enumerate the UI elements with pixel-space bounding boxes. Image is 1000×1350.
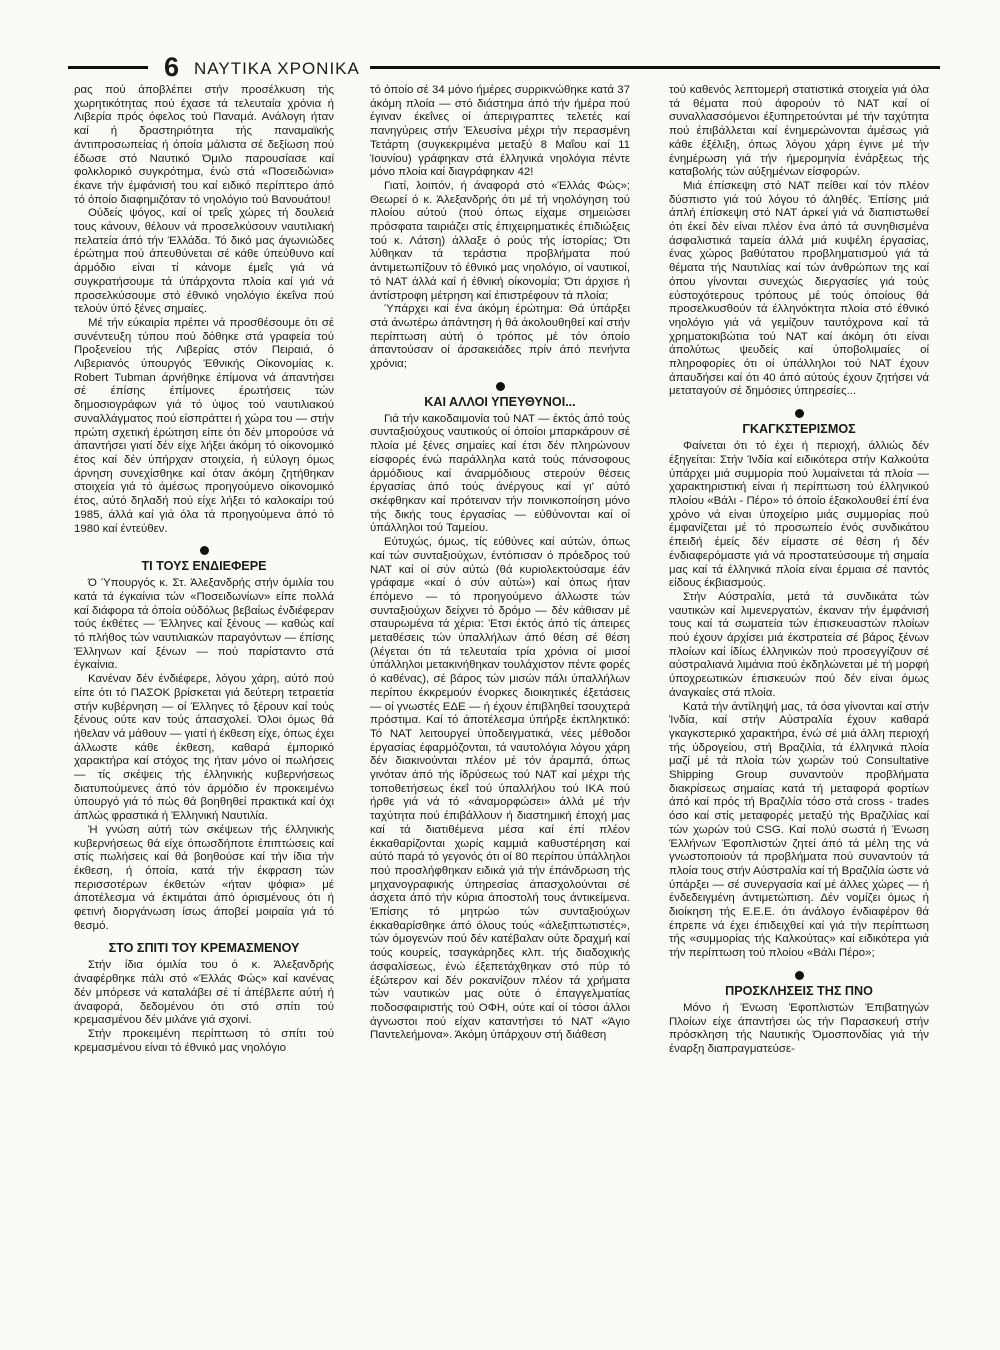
section-bullet [496,382,505,391]
paragraph: Στήν ίδια όμιλία του ό κ. Άλεξανδρής άναφέρθηκε πάλι στό «Έλλάς Φώς» καί κανένας δέν μπόρεσε νά καταλάβει σέ τί άπέβλεπε αύτή ή άναφορά, δεδομένου ότι στό σπίτι τού κρεμασμένου δέν μιλάνε γιά σχοινί. [74,959,334,1027]
paragraph: Ό Ύπουργός κ. Στ. Άλεξανδρής στήν όμιλία του κατά τά έγκαίνια τών «Ποσειδωνίων» είπε πολλά καί διάφορα τά όποία ούδόλως βεβαίως ένδιέφεραν τούς έκθέτες — Έλληνες καί ξένους — καθώς καί τό πλήθος τών ναυτιλιακών παραγόντων — έπίσης Έλληνων καί ξένων — πού παρίσταντο στά έγκαίνια. [74,577,334,672]
column-3 [669,84,929,1057]
paragraph: ρας πού άποβλέπει στήν προσέλκυση τής χωρητικότητας πού έχασε τά τελευταία χρόνια ή Λιβερία πρός όφελος τού Παναμά. Ανάλογη ήταν καί ή δραστηριότητα τής παναμαϊκής άντιπροσωπείας ή όποία μάλιστα σέ δεξίωση πού έδωσε στό Ναυτικό Όμιλο παρουσίασε καί φολκλορικό συγκρότημα, ένώ στά «Ποσειδώνια» έκανε τήν έμφάνισή του καί ειδικό περίπτερο άπό τό όποίο διαφημιζόταν τό νηολόγιο τού Βανουάτου! [74,84,334,206]
section-bullet [795,971,804,980]
paragraph: Μόνο ή Ένωση Έφοπλιστών Έπιβατηγών Πλοίων είχε άπαντήσει ώς τήν Παρασκευή στήν πρόσκληση τής Ναυτικής Όμοσπονδίας γιά τήν έναρξη διαπραγματεύσε- [669,1001,929,1055]
paragraph: Μέ τήν εύκαιρία πρέπει νά προσθέσουμε ότι σέ συνέντευξη τύπου πού δόθηκε στά γραφεία τού Προξενείου τής Λιβερίας στόν Πειραιά, ό Λιβεριανός ύπουργός Έθνικής Οίκονομίας κ. Robert Tubman άρνήθηκε έπίμονα νά άπαντήσει σέ έπίσης έπίμονες έρωτήσεις τών δημοσιογράφων γιά τό ύψος τού ναυτιλιακού συναλλάγματος πού είσπράττει ή χώρα του — στήν πρώτη σχετική έρώτηση είπε ότι δέν μπορούσε νά άπαντήσει γιατί δέν είχε λήξει άκόμη τό οίκονομικό έτος καί δέν ύπήρχαν στοιχεία, ή εύλογη όμως άρνηση συνεχίσθηκε καί όταν άκόμη ζητήθηκαν στοιχεία γιά τό άμέσως προηγούμενο οίκονομικό έτος, αύτό δηλαδή πού είχε λήξει τό καλοκαίρι τού 1985, άλλά καί γιά όλα τά προηγούμενα άπό τό 1980 καί έντεύθεν. [74,316,334,535]
section-heading: ΠΡΟΣΚΛΗΣΕΙΣ ΤΗΣ ΠΝΟ [725,983,873,998]
paragraph: Φαίνεται ότι τό έχει ή περιοχή, άλλιώς δέν έξηγείται: Στήν Ίνδία καί ειδικότερα στήν Καλκούτα ύπάρχει μιά συμμορία πού λυμαίνεται τά πλοία — χαρακτηριστική είναι ή περίπτωση τού έλληνικού πλοίου «Βάλι - Πέρο» τό όποίο έξακολουθεί έπί ένα χρόνο νά είναι ύποχείριο μιάς συμμορίας πού έμφανίζεται μέ τό προσωπείο ένός συνδικάτου έπειδή έμείς δέν είμαστε σέ θέση ή δέν ένδιαφερόμαστε γιά νά προστατεύσουμε τή σημαία μας καί τά έλληνικά πλοία είναι έρμαια σέ παντός είδους έκβιασμούς. [669,440,929,590]
paragraph: τό όποίο σέ 34 μόνο ήμέρες συρρικνώθηκε κατά 37 άκόμη πλοία — στό διάστημα άπό τήν ήμέρα πού έγιναν έκεΐνες οί άπεριγραπτες τελετές καί πανηγύρεις στήν Έλευσίνα μέχρι τήν περασμένη Τετάρτη (συγκεκριμένα μεταξύ 8 Μαΐου καί 11 Ίουνίου) γράφηκαν στά έλληνικά νηολόγια πέντε μόνο πλοία καί διαγράφηκαν 42! [370,84,630,179]
section-heading: ΚΑΙ ΑΛΛΟΙ ΥΠΕΥΘΥΝΟΙ... [424,394,576,409]
publication-title: ΝΑΥΤΙΚΑ ΧΡΟΝΙΚΑ [194,59,360,78]
paragraph: Ή γνώση αύτή τών σκέψεων τής έλληνικής κυβερνήσεως θά είχε όπωσδήποτε έπιπτώσεις καί στίς πωλήσεις καί θά βοηθούσε καί τήν ίδια τήν έκθεση, ή όποία, κατά τήν έκφραση τών περισσοτέρων έκθετών «ήταν ψόφια» μέ άποτέλεσμα νά έκτιμάται άπό όρισμένους ότι ή φετινή διοργάνωση ίσως άποβεί μοιραία γιά τό θεσμό. [74,823,334,932]
paragraph: Στήν προκειμένη περίπτωση τό σπίτι τού κρεμασμένου είναι τό έθνικό μας νηολόγιο [74,1028,334,1054]
paragraph: Ύπάρχει καί ένα άκόμη έρώτημα: Θά ύπάρξει στά άνωτέρω άπάντηση ή θά άκολουθηθεί καί στήν περίπτωση αύτή ό τρόπος μέ τόν όποίο άπαντούσαν οί άρσακειάδες πρίν άπό πενήντα χρόνια; [370,303,630,371]
section-bullet [200,546,209,555]
column-2 [370,84,630,1043]
section-heading: ΤΙ ΤΟΥΣ ΕΝΔΙΕΦΕΡΕ [141,559,267,574]
paragraph: Εύτυχώς, όμως, τίς εύθύνες καί αύτών, όπως καί τών συνταξιούχων, έντόπισαν ό πρόεδρος τού ΝΑΤ καί οί σύν αύτώ (θά κυριολεκτούσαμε έάν γράφαμε «καί ό σύν αύτώ») καί όπως ήταν έπόμενο — τό προηγούμενο άλλωστε τών συνταξιούχων δείχνει τό δρόμο — δέν κάθισαν μέ σταυρωμένα τά χέρια: Έτσι έκτός άπό τίς άπειρες μεταθέσεις τών ύπαλλήλων άπό θέση σέ θέση (λέγεται ότι τά τελευταία τρία χρόνια οί μισοί ύπάλληλοι μετακινήθηκαν τουλάχιστον πέντε φορές ό καθένας), σέ βάρος τών μισών πάλι ύπαλλήλων περίπου έκκρεμούν ένορκες διοικητικές έξετάσεις — οί γνωστές ΕΔΕ — ή έχουν έπιβληθεί τσουχτερά πρόστιμα. Καί τό άποτέλεσμα ύπήρξε έκπληκτικό: Τό ΝΑΤ λειτουργεί ύποδειγματικά, νέες μέθοδοι έργασίας έφαρμόζονται, τά ναυτολόγια λόγου χάρη δέν διακινούνται πλέον μέ τόν άραμπά, όπως γινόταν άπό τής ίδρύσεως τού ΝΑΤ καί μέχρι τής τοποθετήσεως έκεΐ τού ύπαλλήλου τού ΙΚΑ πού ήρθε γιά νά τό «άναμορφώσει» άλλά μέ τήν ταχύτητα πού έπιβάλλουν ή διαστημική έποχή μας καί τά διατιθέμενα μέσα καί έπί πλέον έκκαθαρίζονται χωρίς καμμιά καθυστέρηση καί αύτό παρά τό γεγονός ότι οί 80 περίπου ύπάλληλοι πού προσλήφθηκαν ειδικά γιά τήν έπάνδρωση τής μηχανογραφικής ύπηρεσίας άπασχολούνται σέ άσχετα άπό τήν κύρια άποστολή τους άντικείμενα. Έπίσης τό μητρώο τών συνταξιούχων έκκαθαρίσθηκε άπό όλους τούς «άλεξιπτωτιστές», τών όμογενών πού δέν κατέβαλαν ούτε δραχμή καί τούς κουρείς, τσαγκάρηδες κλπ. τής διαδοχικής άσφαλίσεως, ένώ έξεπετάχθηκαν στό πύρ τό έξώτερον καί δέν ροκανίζουν πλέον τά χρήματα τών ναυτικών μας ούτε ό έπαγγελματίας ποδοσφαιριστής τού ΟΦΗ, ούτε καί οί τόσοι άλλοι άγνωστοι πού είχαν καταντήσει τό ΝΑΤ «Άγιο Παντελεήμονα». Άκόμη ύπάρχουν στή διάθεση [370,536,630,1042]
header-rule-left [68,66,148,69]
paragraph: Στήν Αύστραλία, μετά τά συνδικάτα τών ναυτικών καί λιμενεργατών, έκαναν τήν έμφάνισή τους καί τά σωματεία τών έπισκευαστών πλοίων πού έχουν άρχίσει μιά έκστρατεία σέ βάρος ξένων πλοίων καί ίδίως έλληνικών πού προσεγγίζουν σέ αύστραλιανά λιμάνια πού έκδηλώνεται μέ τή μορφή ύποχρεωτικών έπισκευών πού δέν είναι όμως άναγκαίες στά πλοία. [669,590,929,699]
column-1 [74,84,334,1055]
paragraph: τού καθενός λεπτομερή στατιστικά στοιχεία γιά όλα τά θέματα πού άφορούν τό ΝΑΤ καί οί συναλλασσόμενοι έξυπηρετούνται μέ τήν ταχύτητα πού έπιβάλλεται καί ένημερώνονται άμέσως γιά κάθε έξέλιξη, όπως λόγου χάρη έγινε μέ τήν ένημέρωση γιά τήν ήμερομηνία ένάρξεως τής καταβολής τών αύξημένων είσφορών. [669,84,929,179]
page-header [68,52,940,86]
paragraph: Κανέναν δέν ένδιέφερε, λόγου χάρη, αύτό πού είπε ότι τό ΠΑΣΟΚ βρίσκεται γιά δεύτερη τετραετία στήν κυβέρνηση — οί Έλληνες τό ξέρουν καί τούς ξένους ούτε καν τούς άπασχολεί. Όλοι όμως θά ήθελαν νά μάθουν — γιατί ή έκθεση είχε, όπως έχει άλλωστε κάθε έκθεση, καθαρά έμπορικό χαρακτήρα καί στόχος της ήταν μόνο οί πωλήσεις — τίς σκέψεις τής έλληνικής κυβερνήσεως διατυπούμενες άπό τόν άρμόδιο έν προκειμένω ύπουργό γιά τό πώς θά βοηθηθεί πρακτικά καί όχι άπλώς φραστικά ή Έλληνική Ναυτιλία. [74,673,334,823]
header-rule-right [370,66,940,69]
page-number: 6 [164,52,180,82]
section-bullet [795,409,804,418]
paragraph: Γιατί, λοιπόν, ή άναφορά στό «Έλλάς Φώς»; Θεωρεί ό κ. Άλεξανδρής ότι μέ τή νηολόγηση τού πλοίου αύτού (πού όπως είχαμε σημειώσει πρόσφατα ταιριάζει στίς έπιχειρηματικές έπιδιώξεις τού κ. Λάτση) άλλαξε ό ρούς τής ίστορίας; Ότι λύθηκαν τά τεράστια προβλήματα πού άντιμετωπίζουν τό έθνικό μας νηολόγιο, οί ναυτικοί, τό ΝΑΤ άλλά καί ή έθνική οίκονομία; Ότι άρχισε ή άντίστροφη μέτρηση καί έπιστρέφουν τά πλοία; [370,179,630,302]
paragraph: Ούδείς ψόγος, καί οί τρεΐς χώρες τή δουλειά τους κάνουν, θέλουν νά προσελκύσουν ναυτιλιακή πελατεία άπό τήν Έλλάδα. Τό δικό μας άγωνιώδες έρώτημα πού άπευθύνεται σέ κάθε ύπεύθυνο καί άρμόδιο είναι τί κάνομε έμεΐς γιά νά συγκρατήσουμε τά ύπάρχοντα πλοία καί γιά νά προσελκύσουμε στό έθνικό νηολόγιο έκεΐνα πού τελούν ύπό ξένες σημαίες. [74,207,334,316]
paragraph: Μιά έπίσκεψη στό ΝΑΤ πείθει καί τόν πλέον δύσπιστο γιά τού λόγου τό άληθές. Έπίσης μιά άπλή έπίσκεψη στό ΝΑΤ άρκεί γιά νά διαπιστωθεί ότι έκεί δέν είναι πλέον ένα άπό τά συνηθισμένα άσφαλιστικά ταμεία άλλά μιά κυψέλη έργασίας, ένας χώρος βαθύτατου προβληματισμού γιά τά θέματα τής Ναυτιλίας καί τών άνθρώπων της καί όπου γίνονται συνεχώς διεργασίες γιά τούς εύστοχότερους τρόπους μέ τούς όποίους θά προσελκυσθούν τά έλληνόκτητα πλοία στό έθνικό νηολόγιο γιά νά γεμίζουν ταυτόχρονα καί τά χρηματοκιβώτια τού ΝΑΤ καί άκόμη ότι είναι άπολύτως ψευδείς καί ύποβολιμαίες οί πληροφορίες ότι οί ύπάλληλοι τού ΝΑΤ έχουν άπαυδήσει καί ότι 40 άπό αύτούς έχουν ζητήσει νά μεταταγούν σέ δημόσιες ύπηρεσίες... [669,179,929,398]
section-heading: ΣΤΟ ΣΠΙΤΙ ΤΟΥ ΚΡΕΜΑΣΜΕΝΟΥ [108,941,300,956]
paragraph: Γιά τήν κακοδαιμονία τού ΝΑΤ — έκτός άπό τούς συνταξιούχους ναυτικούς οί όποίοι μπαρκάρουν σέ πλοία μέ ξένες σημαίες καί έτσι δέν πληρώνουν είσφορές ένώ παράλληλα κατά τούς πάνσοφους άρμόδιους καί άναρμόδιους στερούν θέσεις έργασίας άπό τούς άνέργους καί γι' αύτό σκέφθηκαν καί πρότειναν τήν ποινικοποίηση μόνο τής δικής τους έργασίας — εύθύνονται καί οί ύπάλληλοι τού Ταμείου. [370,412,630,535]
section-heading: ΓΚΑΓΚΣΤΕΡΙΣΜΟΣ [742,422,856,437]
paragraph: Κατά τήν άντίληψή μας, τά όσα γίνονται καί στήν Ίνδία, καί στήν Αύστραλία έχουν καθαρά γκαγκστερικό χαρακτήρα, ένώ σέ μιά άλλη περιοχή τής ύδρογείου, στή Βραζιλία, τά έλληνικά πλοία μαζί μέ τά πλοία τών χωρών τού Consultative Shipping Group συναντούν προβλήματα διακρίσεως σημαίας κατά τή μεταφορά φορτίων άπό καί πρός τή Βραζιλία τόσο στά cross - trades όσο καί στίς μεταφορές μεταξύ τής Βραζιλίας καί τών χωρών τού CSG. Καί πολύ σωστά ή Ένωση Έλλήνων Έφοπλιστών ζητεί άπό τά μέλη της νά γνωστοποιούν τά προβλήματα πού συναντούν τά πλοία τους στήν Αύστραλία καί τή Βραζιλία ώστε νά ύπάρξει — σέ συνεργασία καί μέ άλλες χώρες — ή ένδεδειγμένη άντιμετώπιση. Δέν νομίζει όμως ή διοίκηση τής Ε.Ε.Ε. ότι άνάλογο ένδιαφέρον θά έπρεπε νά έχει έπιδειχθεί καί γιά τήν περίπτωση τής «συμμορίας τής Καλκούτας» καί ειδικότερα γιά τήν περίπτωση τού πλοίου «Βάλι Πέρο»; [669,700,929,960]
